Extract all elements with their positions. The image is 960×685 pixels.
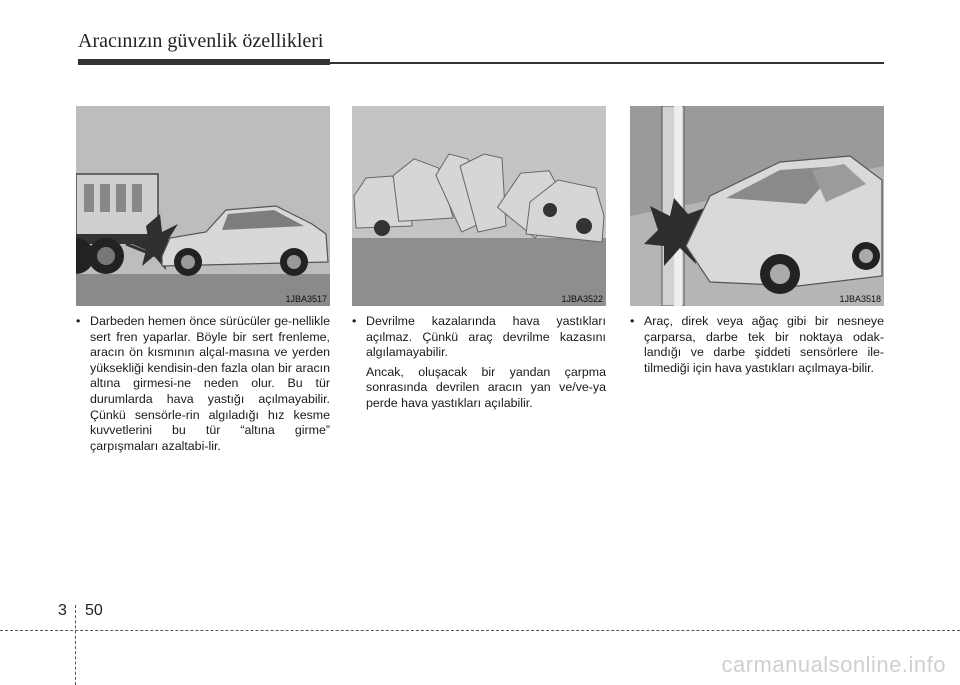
paragraph: Devrilme kazalarında hava yastıkları açılmaz. Çünkü araç devrilme kazasını algılamayabilir. bbox=[366, 314, 606, 360]
bullet-item bbox=[76, 314, 330, 454]
column-pole-text bbox=[630, 314, 884, 376]
rollover-illustration bbox=[352, 106, 606, 306]
column-underride-text bbox=[76, 314, 330, 454]
bullet-marker: • bbox=[352, 314, 357, 328]
section-number: 3 bbox=[58, 602, 67, 619]
figure-underride-crash bbox=[76, 106, 330, 306]
paragraph: Ancak, oluşacak bir yandan çarpma sonrasında devrilen aracın yan ve/ve-ya perde hava yastıkları açılabilir. bbox=[366, 364, 606, 410]
underride-illustration bbox=[76, 106, 330, 306]
column-rollover-text bbox=[352, 314, 606, 416]
watermark: carmanualsonline.info bbox=[721, 652, 946, 677]
figure-code: 1JBA3517 bbox=[285, 294, 327, 304]
pole-impact-illustration bbox=[630, 106, 884, 306]
figure-code: 1JBA3518 bbox=[839, 294, 881, 304]
figure-pole-impact bbox=[630, 106, 884, 306]
header-rule bbox=[78, 62, 884, 64]
bullet-item bbox=[630, 314, 884, 376]
page-number: 50 bbox=[85, 602, 103, 619]
page-title: Aracınızın güvenlik özellikleri bbox=[78, 30, 324, 52]
figure-code: 1JBA3522 bbox=[561, 294, 603, 304]
footer-divider bbox=[75, 605, 76, 685]
bullet-marker: • bbox=[630, 314, 635, 328]
footer-rule bbox=[0, 630, 960, 631]
paragraph: Darbeden hemen önce sürücüler ge-nellikle sert fren yaparlar. Böyle bir sert frenleme, aracın ön kısmının alçal-masına ve yerden yüksekliği kendisin-den fazla olan bir aracın altına girmesi-ne neden olur. Bu tür durumlarda hava yastığı açılmayabilir. Çünkü sensörle-rin algıladığı hız kesme kuvvetlerini bu tür “altına girme” çarpışmaları azaltabi-lir. bbox=[90, 314, 330, 453]
bullet-item bbox=[352, 314, 606, 361]
paragraph: Araç, direk veya ağaç gibi bir nesneye çarparsa, darbe tek bir noktaya odak-landığı ve darbe şiddeti sensörlere ile-tilmediği için hava yastıkları açılmaya-bilir. bbox=[644, 314, 884, 375]
figure-rollover bbox=[352, 106, 606, 306]
bullet-marker: • bbox=[76, 314, 81, 328]
